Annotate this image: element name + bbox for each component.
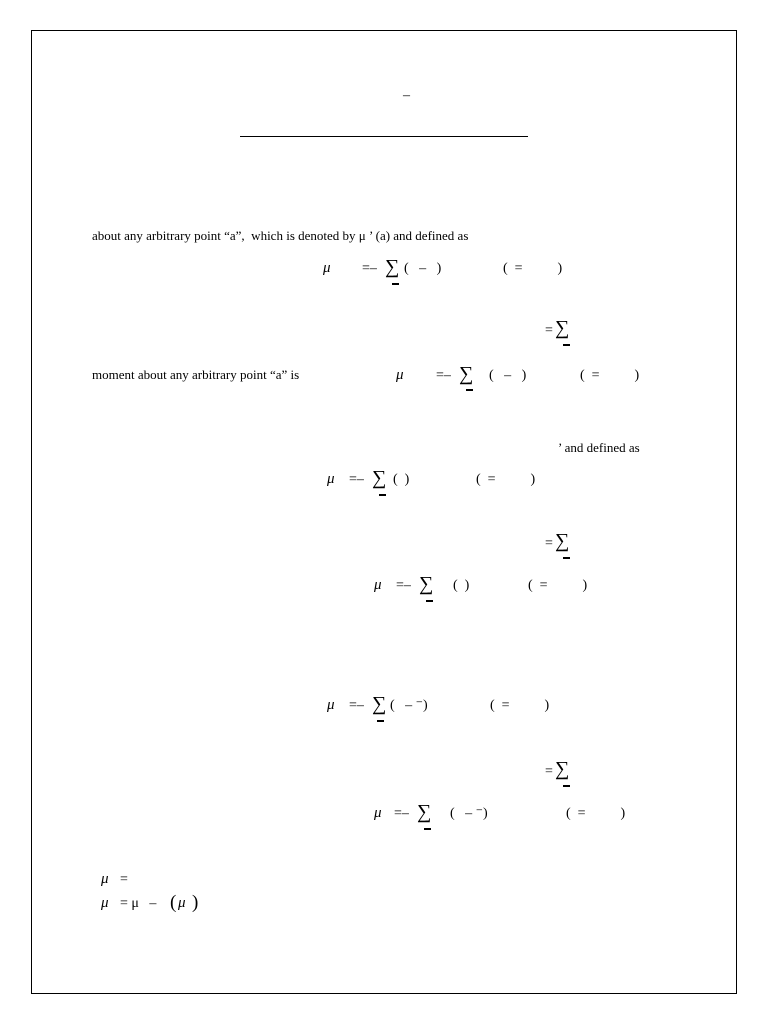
formula1-sigma-index — [392, 283, 399, 285]
final2-close-paren: ) — [192, 892, 199, 913]
final2-inner-mu: μ — [178, 895, 186, 911]
formula3-sigma-index — [379, 494, 386, 496]
formula6-sigma-index — [424, 828, 431, 830]
final2-mu: μ — [101, 895, 109, 911]
formula5-mu: μ — [327, 697, 335, 713]
page-border — [31, 30, 737, 994]
raw-moment-grouped-text: moment about any arbitrary point “a” is — [92, 367, 300, 382]
formula2-sum-eq: = — [545, 323, 553, 338]
formula5-sigma: ∑ — [372, 693, 387, 715]
formula4-term: ( ) — [453, 578, 470, 593]
final2-eq-mu: = μ – — [120, 896, 157, 911]
formula5-range: ( = ) — [490, 698, 550, 713]
formula1-eq: =– — [362, 261, 377, 276]
raw-moment-intro-text: about any arbitrary point “a”, which is denoted by μ ’ (a) and defined as — [92, 228, 469, 243]
formula4-range: ( = ) — [528, 578, 588, 593]
formula6-sigma: ∑ — [417, 801, 432, 823]
formula2-sum-index — [563, 344, 570, 346]
formula3-eq: =– — [349, 472, 364, 487]
formula4-sum-eq: = — [545, 536, 553, 551]
final1-eq: = — [120, 872, 128, 887]
formula4-sigma-index — [426, 600, 433, 602]
title-underline — [240, 136, 528, 137]
formula4-mu: μ — [374, 577, 382, 593]
formula5-eq: =– — [349, 698, 364, 713]
formula6-sum-sigma: ∑ — [555, 758, 570, 780]
formula3-mu: μ — [327, 471, 335, 487]
formula6-eq: =– — [394, 806, 409, 821]
formula4-sigma: ∑ — [419, 573, 434, 595]
formula1-mu: μ — [323, 260, 331, 276]
formula1-term: ( – ) — [404, 261, 442, 276]
formula2-term: ( – ) — [489, 368, 527, 383]
formula2-mu: μ — [396, 367, 404, 383]
formula4-sum-sigma: ∑ — [555, 530, 570, 552]
formula5-sigma-index — [377, 720, 384, 722]
formula2-sigma-index — [466, 389, 473, 391]
formula2-sigma: ∑ — [459, 363, 474, 385]
formula4-sum-index — [563, 557, 570, 559]
final1-mu: μ — [101, 871, 109, 887]
formula4-eq: =– — [396, 578, 411, 593]
formula1-range: ( = ) — [503, 261, 563, 276]
formula1-sigma: ∑ — [385, 256, 400, 278]
formula6-mu: μ — [374, 805, 382, 821]
formula6-range: ( = ) — [566, 806, 626, 821]
formula5-term: ( – ⁻) — [390, 698, 428, 713]
formula2-range: ( = ) — [580, 368, 640, 383]
formula6-sum-index — [563, 785, 570, 787]
mean-moment-intro-text: ’ and defined as — [558, 440, 640, 455]
final2-open-paren: ( — [170, 892, 177, 913]
formula3-sigma: ∑ — [372, 467, 387, 489]
formula3-range: ( = ) — [476, 472, 536, 487]
formula6-term: ( – ⁻) — [450, 806, 488, 821]
formula2-sum-sigma: ∑ — [555, 317, 570, 339]
title-fragment: – — [403, 88, 410, 103]
formula2-eq: =– — [436, 368, 451, 383]
formula6-sum-eq: = — [545, 764, 553, 779]
formula3-term: ( ) — [393, 472, 410, 487]
